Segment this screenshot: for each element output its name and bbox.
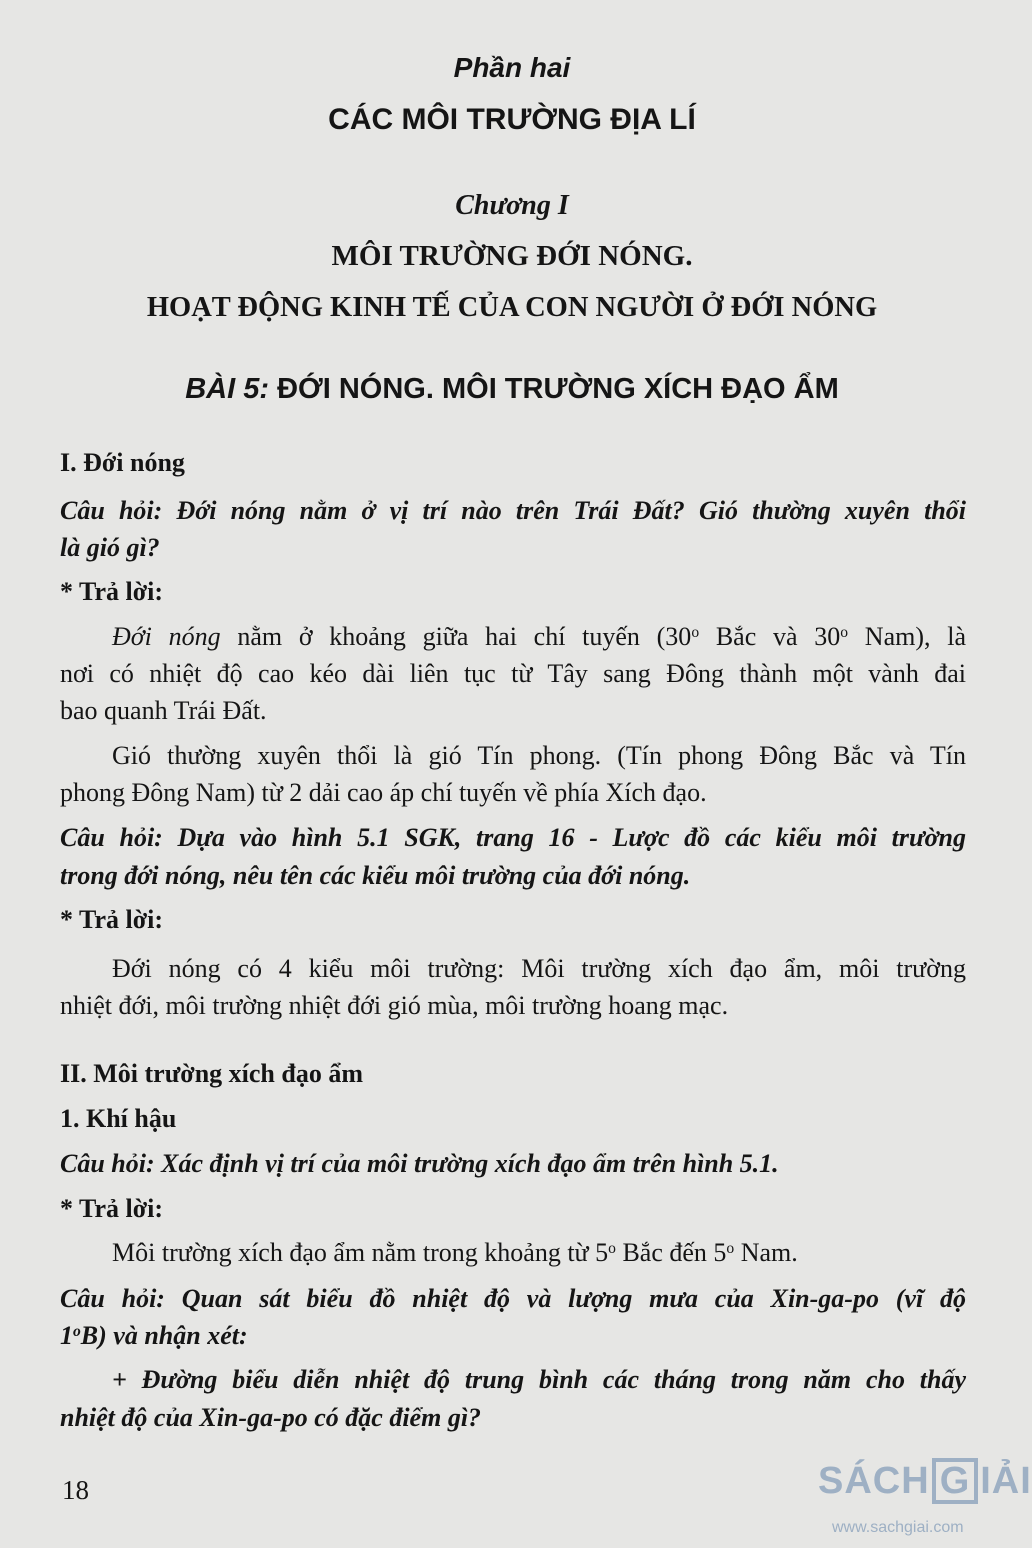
section-1-heading: I. Đới nóng: [60, 448, 185, 477]
lesson-title: [0, 369, 1024, 409]
degree-sign: o: [608, 1240, 616, 1257]
answer-1-para-2-line-2: phong Đông Nam) từ 2 dải cao áp chí tuyến về phía Xích đạo.: [60, 778, 707, 807]
answer-1-line-1: Đới nóng nằm ở khoảng giữa hai chí tuyến (30$^o$ Bắc và 30$^o$ Nam), là: [112, 622, 966, 651]
degree-sign: o: [73, 1323, 81, 1340]
answer-2-line-2: nhiệt đới, môi trường nhiệt đới gió mùa, môi trường hoang mạc.: [60, 991, 729, 1020]
logo-wordmark: SÁCH G IẢI: [818, 1460, 1032, 1502]
answer-2-line-1: Đới nóng có 4 kiểu môi trường: Môi trường xích đạo ẩm, môi trường: [112, 954, 966, 983]
chapter-label: Chương I: [455, 190, 569, 221]
question-4-line-1: Câu hỏi: Quan sát biểu đồ nhiệt độ và lượng mưa của Xin-ga-po (vĩ độ: [60, 1284, 966, 1313]
question-2-line-2: trong đới nóng, nêu tên các kiểu môi trường của đới nóng.: [60, 861, 691, 890]
question-3: Câu hỏi: Xác định vị trí của môi trường xích đạo ẩm trên hình 5.1.: [60, 1149, 779, 1178]
page-number: 18: [62, 1475, 89, 1505]
subsection-climate-heading: 1. Khí hậu: [60, 1104, 177, 1133]
lesson-prefix: BÀI 5:: [185, 373, 270, 405]
answer-1-line-3: bao quanh Trái Đất.: [60, 696, 267, 725]
sachgiai-logo: [818, 1444, 1032, 1548]
chapter-title-line-2: HOẠT ĐỘNG KINH TẾ CỦA CON NGƯỜI Ở ĐỚI NÓNG: [146, 292, 878, 323]
part-title: CÁC MÔI TRƯỜNG ĐỊA LÍ: [328, 103, 696, 136]
answer-1-para-2-line-1: Gió thường xuyên thổi là gió Tín phong. (Tín phong Đông Bắc và Tín: [112, 741, 966, 770]
degree-sign: o: [691, 624, 700, 641]
question-1-line-2: là gió gì?: [60, 533, 160, 562]
answer-1-line-2: nơi có nhiệt độ cao kéo dài liên tục từ Tây sang Đông thành một vành đai: [60, 659, 966, 688]
section-2-heading: II. Môi trường xích đạo ẩm: [60, 1059, 363, 1088]
question-1-line-1: Câu hỏi: Đới nóng nằm ở vị trí nào trên Trái Đất? Gió thường xuyên thổi: [60, 496, 966, 525]
question-4-sub-line-2: nhiệt độ của Xin-ga-po có đặc điểm gì?: [60, 1403, 482, 1432]
hot-zone-term: Đới nóng: [112, 622, 221, 651]
part-label: Phần hai: [453, 52, 571, 83]
answer-label-2: * Trả lời:: [60, 905, 163, 934]
question-4-sub-line-1: + Đường biểu diễn nhiệt độ trung bình các tháng trong năm cho thấy: [112, 1365, 966, 1394]
lesson-title-text: ĐỚI NÓNG. MÔI TRƯỜNG XÍCH ĐẠO ẨM: [269, 373, 839, 405]
degree-sign: o: [726, 1240, 735, 1257]
logo-url: www.sachgiai.com: [832, 1519, 964, 1536]
answer-label-1: * Trả lời:: [60, 577, 163, 606]
question-4-line-2: 1$^o$B) và nhận xét:: [60, 1321, 248, 1350]
degree-sign: o: [840, 624, 849, 641]
answer-label-3: * Trả lời:: [60, 1194, 163, 1223]
answer-3: Môi trường xích đạo ẩm nằm trong khoảng từ 5$^o$ Bắc đến 5$^o$ Nam.: [112, 1238, 798, 1267]
question-2-line-1: Câu hỏi: Dựa vào hình 5.1 SGK, trang 16 - Lược đồ các kiểu môi trường: [60, 823, 966, 852]
chapter-title-line-1: MÔI TRƯỜNG ĐỚI NÓNG.: [331, 240, 693, 272]
